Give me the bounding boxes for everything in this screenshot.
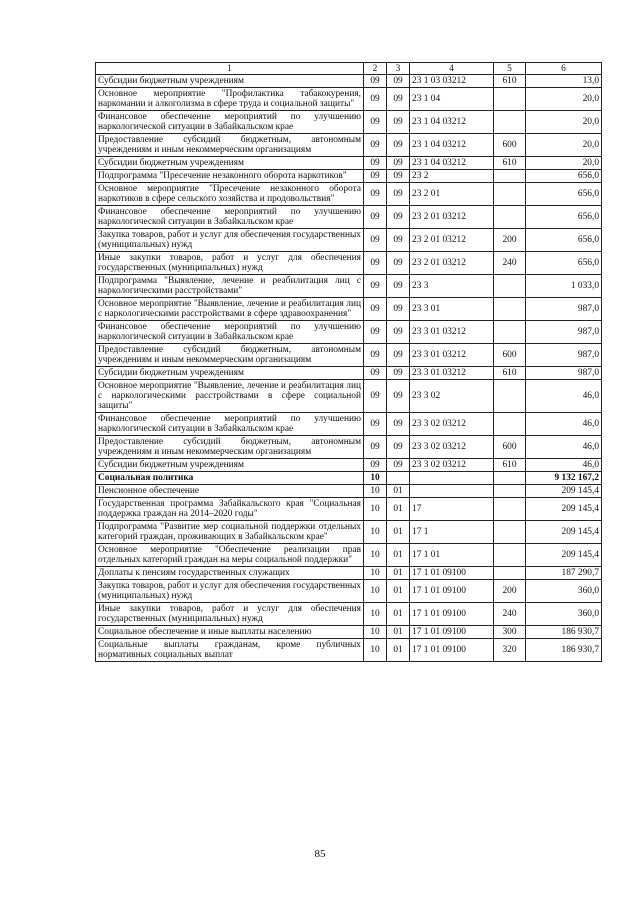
- row-expense-type: [494, 521, 526, 544]
- row-subsection: 09: [387, 88, 410, 111]
- row-target-article: 17 1: [410, 521, 494, 544]
- row-section: 10: [364, 472, 387, 485]
- row-target-article: 23 3 02 03212: [410, 459, 494, 472]
- row-section: 10: [364, 626, 387, 639]
- row-target-article: 17 1 01: [410, 544, 494, 567]
- row-target-article: 23 1 03 03212: [410, 75, 494, 88]
- row-amount: 20,0: [526, 111, 602, 134]
- row-name: Основное мероприятие "Выявление, лечение и реабилитация лиц с наркологическими расстройствами в сфере здравоохранения": [96, 298, 364, 321]
- table-row: [96, 580, 602, 603]
- row-amount: 187 290,7: [526, 567, 602, 580]
- row-target-article: 23 3 01 03212: [410, 321, 494, 344]
- row-expense-type: 600: [494, 134, 526, 157]
- row-subsection: [387, 472, 410, 485]
- row-section: 09: [364, 134, 387, 157]
- table-row: [96, 206, 602, 229]
- row-name: Доплаты к пенсиям государственных служащих: [96, 567, 364, 580]
- page-number: 85: [314, 848, 326, 860]
- table-row: [96, 380, 602, 413]
- row-expense-type: [494, 380, 526, 413]
- row-section: 10: [364, 544, 387, 567]
- header-col-6: 6: [526, 63, 602, 75]
- header-row: [96, 63, 602, 75]
- row-section: 09: [364, 344, 387, 367]
- row-expense-type: 320: [494, 639, 526, 662]
- row-section: 09: [364, 170, 387, 183]
- row-subsection: 09: [387, 75, 410, 88]
- row-name: Социальная политика: [96, 472, 364, 485]
- row-section: 09: [364, 206, 387, 229]
- row-target-article: 23 2: [410, 170, 494, 183]
- header-col-5: 5: [494, 63, 526, 75]
- row-subsection: 09: [387, 111, 410, 134]
- row-subsection: 01: [387, 521, 410, 544]
- row-amount: 20,0: [526, 157, 602, 170]
- row-amount: 360,0: [526, 580, 602, 603]
- row-subsection: 01: [387, 639, 410, 662]
- row-subsection: 01: [387, 580, 410, 603]
- row-name: Государственная программа Забайкальского края "Социальная поддержка граждан на 2014–2020 годы": [96, 498, 364, 521]
- row-subsection: 01: [387, 567, 410, 580]
- row-name: Подпрограмма "Пресечение незаконного оборота наркотиков": [96, 170, 364, 183]
- table-row: [96, 413, 602, 436]
- row-name: Социальное обеспечение и иные выплаты населению: [96, 626, 364, 639]
- row-target-article: 23 1 04: [410, 88, 494, 111]
- row-expense-type: 200: [494, 580, 526, 603]
- table-row: [96, 567, 602, 580]
- row-expense-type: 610: [494, 367, 526, 380]
- row-subsection: 09: [387, 367, 410, 380]
- row-target-article: 23 3 02 03212: [410, 436, 494, 459]
- row-amount: 186 930,7: [526, 626, 602, 639]
- table-row: [96, 321, 602, 344]
- table-row: [96, 498, 602, 521]
- row-subsection: 09: [387, 344, 410, 367]
- row-amount: 987,0: [526, 367, 602, 380]
- row-section: 09: [364, 275, 387, 298]
- row-section: 10: [364, 521, 387, 544]
- budget-table: [95, 62, 602, 662]
- row-section: 09: [364, 413, 387, 436]
- row-section: 10: [364, 580, 387, 603]
- row-section: 09: [364, 111, 387, 134]
- row-amount: 987,0: [526, 321, 602, 344]
- header-col-2: 2: [364, 63, 387, 75]
- row-subsection: 09: [387, 183, 410, 206]
- row-expense-type: [494, 170, 526, 183]
- table-row: [96, 252, 602, 275]
- row-name: Субсидии бюджетным учреждениям: [96, 75, 364, 88]
- row-name: Закупка товаров, работ и услуг для обеспечения государственных (муниципальных) нужд: [96, 229, 364, 252]
- row-target-article: 23 3 02: [410, 380, 494, 413]
- table-row: [96, 229, 602, 252]
- row-expense-type: 600: [494, 436, 526, 459]
- row-expense-type: [494, 206, 526, 229]
- row-expense-type: 240: [494, 603, 526, 626]
- row-section: 09: [364, 321, 387, 344]
- row-section: 09: [364, 157, 387, 170]
- row-amount: 209 145,4: [526, 521, 602, 544]
- row-section: 10: [364, 498, 387, 521]
- table-row: [96, 472, 602, 485]
- row-expense-type: [494, 111, 526, 134]
- row-expense-type: [494, 321, 526, 344]
- row-name: Иные закупки товаров, работ и услуг для обеспечения государственных (муниципальных) нужд: [96, 603, 364, 626]
- row-subsection: 09: [387, 459, 410, 472]
- row-subsection: 09: [387, 413, 410, 436]
- row-section: 09: [364, 88, 387, 111]
- row-expense-type: 610: [494, 157, 526, 170]
- row-expense-type: 600: [494, 344, 526, 367]
- row-subsection: 09: [387, 229, 410, 252]
- row-target-article: 23 3 02 03212: [410, 413, 494, 436]
- table-row: [96, 603, 602, 626]
- row-name: Подпрограмма "Выявление, лечение и реабилитация лиц с наркологическими расстройствами": [96, 275, 364, 298]
- row-name: Субсидии бюджетным учреждениям: [96, 459, 364, 472]
- header-col-3: 3: [387, 63, 410, 75]
- row-expense-type: [494, 544, 526, 567]
- row-amount: 987,0: [526, 298, 602, 321]
- row-amount: 987,0: [526, 344, 602, 367]
- row-section: 10: [364, 639, 387, 662]
- row-amount: 209 145,4: [526, 544, 602, 567]
- row-amount: 360,0: [526, 603, 602, 626]
- table-row: [96, 544, 602, 567]
- row-amount: 46,0: [526, 436, 602, 459]
- row-subsection: 09: [387, 321, 410, 344]
- row-target-article: 17 1 01 09100: [410, 639, 494, 662]
- row-subsection: 09: [387, 170, 410, 183]
- table-row: [96, 521, 602, 544]
- row-expense-type: [494, 567, 526, 580]
- row-section: 09: [364, 252, 387, 275]
- row-target-article: 23 1 04 03212: [410, 111, 494, 134]
- row-name: Основное мероприятие "Обеспечение реализации прав отдельных категорий граждан на меры социальной поддержки": [96, 544, 364, 567]
- row-section: 09: [364, 436, 387, 459]
- row-name: Подпрограмма "Развитие мер социальной поддержки отдельных категорий граждан, проживающих в Забайкальском крае": [96, 521, 364, 544]
- row-subsection: 01: [387, 485, 410, 498]
- row-subsection: 01: [387, 603, 410, 626]
- table-row: [96, 88, 602, 111]
- row-amount: 656,0: [526, 252, 602, 275]
- row-expense-type: [494, 498, 526, 521]
- row-subsection: 09: [387, 206, 410, 229]
- row-amount: 656,0: [526, 229, 602, 252]
- row-name: Пенсионное обеспечение: [96, 485, 364, 498]
- row-section: 09: [364, 367, 387, 380]
- row-name: Закупка товаров, работ и услуг для обеспечения государственных (муниципальных) нужд: [96, 580, 364, 603]
- row-name: Основное мероприятие "Профилактика табакокурения, наркомании и алкоголизма в сфере труда и социальной защиты": [96, 88, 364, 111]
- row-amount: 209 145,4: [526, 485, 602, 498]
- row-name: Основное мероприятие "Пресечение незаконного оборота наркотиков в сфере сельского хозяйства и продовольствия": [96, 183, 364, 206]
- row-expense-type: 610: [494, 459, 526, 472]
- table-row: [96, 157, 602, 170]
- row-name: Предоставление субсидий бюджетным, автономным учреждениям и иным некоммерческим организациям: [96, 344, 364, 367]
- row-section: 09: [364, 380, 387, 413]
- row-section: 09: [364, 229, 387, 252]
- row-subsection: 09: [387, 252, 410, 275]
- row-section: 10: [364, 603, 387, 626]
- row-expense-type: [494, 88, 526, 111]
- row-expense-type: [494, 413, 526, 436]
- row-amount: 656,0: [526, 206, 602, 229]
- row-expense-type: 300: [494, 626, 526, 639]
- row-name: Субсидии бюджетным учреждениям: [96, 157, 364, 170]
- header-col-1: 1: [96, 63, 364, 75]
- row-name: Финансовое обеспечение мероприятий по улучшению наркологической ситуации в Забайкальском крае: [96, 321, 364, 344]
- row-subsection: 09: [387, 436, 410, 459]
- row-expense-type: 200: [494, 229, 526, 252]
- table-row: [96, 75, 602, 88]
- row-target-article: [410, 472, 494, 485]
- table-row: [96, 298, 602, 321]
- row-target-article: 23 3 01: [410, 298, 494, 321]
- row-amount: 46,0: [526, 459, 602, 472]
- row-subsection: 09: [387, 134, 410, 157]
- row-target-article: 23 1 04 03212: [410, 134, 494, 157]
- row-amount: 13,0: [526, 75, 602, 88]
- row-target-article: 17 1 01 09100: [410, 603, 494, 626]
- row-subsection: 09: [387, 157, 410, 170]
- row-expense-type: [494, 472, 526, 485]
- row-target-article: 17 1 01 09100: [410, 567, 494, 580]
- table-row: [96, 436, 602, 459]
- row-amount: 46,0: [526, 413, 602, 436]
- row-expense-type: [494, 183, 526, 206]
- table-row: [96, 459, 602, 472]
- row-amount: 9 132 167,2: [526, 472, 602, 485]
- row-expense-type: [494, 275, 526, 298]
- row-section: 09: [364, 75, 387, 88]
- row-name: Субсидии бюджетным учреждениям: [96, 367, 364, 380]
- row-target-article: 23 2 01 03212: [410, 206, 494, 229]
- row-target-article: [410, 485, 494, 498]
- row-expense-type: [494, 298, 526, 321]
- table-row: [96, 639, 602, 662]
- row-amount: 209 145,4: [526, 498, 602, 521]
- row-subsection: 01: [387, 544, 410, 567]
- row-target-article: 17: [410, 498, 494, 521]
- table-row: [96, 344, 602, 367]
- table-row: [96, 367, 602, 380]
- row-target-article: 23 3 01 03212: [410, 344, 494, 367]
- table-row: [96, 626, 602, 639]
- row-subsection: 09: [387, 298, 410, 321]
- table-row: [96, 111, 602, 134]
- row-name: Социальные выплаты гражданам, кроме публичных нормативных социальных выплат: [96, 639, 364, 662]
- row-section: 09: [364, 183, 387, 206]
- row-target-article: 23 3 01 03212: [410, 367, 494, 380]
- row-target-article: 17 1 01 09100: [410, 626, 494, 639]
- row-amount: 46,0: [526, 380, 602, 413]
- row-name: Финансовое обеспечение мероприятий по улучшению наркологической ситуации в Забайкальском крае: [96, 206, 364, 229]
- row-section: 09: [364, 298, 387, 321]
- table-row: [96, 134, 602, 157]
- row-section: 10: [364, 485, 387, 498]
- table-row: [96, 183, 602, 206]
- row-section: 09: [364, 459, 387, 472]
- row-target-article: 23 2 01: [410, 183, 494, 206]
- row-expense-type: 610: [494, 75, 526, 88]
- table-row: [96, 485, 602, 498]
- row-subsection: 09: [387, 380, 410, 413]
- row-target-article: 23 3: [410, 275, 494, 298]
- row-subsection: 01: [387, 626, 410, 639]
- row-target-article: 23 2 01 03212: [410, 252, 494, 275]
- row-amount: 656,0: [526, 183, 602, 206]
- row-amount: 1 033,0: [526, 275, 602, 298]
- row-name: Финансовое обеспечение мероприятий по улучшению наркологической ситуации в Забайкальском крае: [96, 111, 364, 134]
- row-amount: 20,0: [526, 88, 602, 111]
- row-amount: 20,0: [526, 134, 602, 157]
- table-row: [96, 170, 602, 183]
- row-target-article: 23 2 01 03212: [410, 229, 494, 252]
- header-col-4: 4: [410, 63, 494, 75]
- row-name: Иные закупки товаров, работ и услуг для обеспечения государственных (муниципальных) нужд: [96, 252, 364, 275]
- row-target-article: 23 1 04 03212: [410, 157, 494, 170]
- table-row: [96, 275, 602, 298]
- table-body: [96, 75, 602, 662]
- row-subsection: 09: [387, 275, 410, 298]
- table-header: [96, 63, 602, 75]
- row-expense-type: [494, 485, 526, 498]
- row-expense-type: 240: [494, 252, 526, 275]
- row-name: Основное мероприятие "Выявление, лечение и реабилитация лиц с наркологическими расстройствами в сфере социальной защиты": [96, 380, 364, 413]
- row-name: Предоставление субсидий бюджетным, автономным учреждениям и иным некоммерческим организациям: [96, 436, 364, 459]
- row-amount: 186 930,7: [526, 639, 602, 662]
- row-subsection: 01: [387, 498, 410, 521]
- row-target-article: 17 1 01 09100: [410, 580, 494, 603]
- row-section: 10: [364, 567, 387, 580]
- row-name: Предоставление субсидий бюджетным, автономным учреждениям и иным некоммерческим организациям: [96, 134, 364, 157]
- row-name: Финансовое обеспечение мероприятий по улучшению наркологической ситуации в Забайкальском крае: [96, 413, 364, 436]
- row-amount: 656,0: [526, 170, 602, 183]
